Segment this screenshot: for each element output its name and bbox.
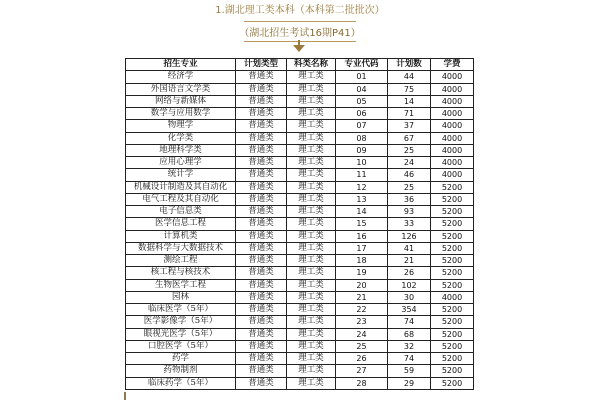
table-row [126,108,474,120]
category-cell: 理工类 [287,267,336,279]
table-row [126,157,474,169]
major-cell: 机械设计制造及其自动化 [126,181,236,193]
major-cell: 数据科学与大数据技术 [126,242,236,254]
major-cell: 物理学 [126,120,236,132]
major-cell: 网络与新媒体 [126,95,236,107]
plan-type-cell: 普通类 [236,181,287,193]
table-body [126,71,474,390]
plan-type-cell: 普通类 [236,255,287,267]
major-cell: 医学信息工程 [126,218,236,230]
quota-cell: 26 [388,267,431,279]
major-cell: 眼视光医学（5年） [126,328,236,340]
quota-cell: 74 [388,353,431,365]
plan-type-cell: 普通类 [236,157,287,169]
category-cell: 理工类 [287,169,336,181]
quota-cell: 46 [388,169,431,181]
code-cell: 20 [336,279,388,291]
page-header [0,4,600,22]
category-cell: 理工类 [287,193,336,205]
plan-type-cell: 普通类 [236,242,287,254]
code-cell: 28 [336,377,388,389]
code-cell: 01 [336,71,388,83]
tuition-cell: 4000 [431,291,474,303]
plan-type-cell: 普通类 [236,377,287,389]
major-cell: 核工程与核技术 [126,267,236,279]
quota-cell: 25 [388,181,431,193]
page-edge-mark [124,392,126,400]
tuition-cell: 5200 [431,279,474,291]
major-cell: 统计学 [126,169,236,181]
quota-cell: 59 [388,365,431,377]
quota-cell: 37 [388,120,431,132]
code-cell: 14 [336,206,388,218]
table-row [126,230,474,242]
table-row [126,242,474,254]
col-header-major: 招生专业 [126,59,236,71]
category-cell: 理工类 [287,95,336,107]
table-row [126,218,474,230]
tuition-cell: 5200 [431,328,474,340]
quota-cell: 354 [388,304,431,316]
tuition-cell: 4000 [431,132,474,144]
major-cell: 化学类 [126,132,236,144]
plan-type-cell: 普通类 [236,95,287,107]
quota-cell: 126 [388,230,431,242]
category-cell: 理工类 [287,316,336,328]
category-cell: 理工类 [287,206,336,218]
code-cell: 08 [336,132,388,144]
table-header-row [126,59,474,71]
code-cell: 15 [336,218,388,230]
plan-type-cell: 普通类 [236,108,287,120]
code-cell: 21 [336,291,388,303]
tuition-cell: 5200 [431,255,474,267]
code-cell: 12 [336,181,388,193]
table-row [126,132,474,144]
category-cell: 理工类 [287,377,336,389]
table-row [126,144,474,156]
col-header-code: 专业代码 [336,59,388,71]
plan-type-cell: 普通类 [236,132,287,144]
category-cell: 理工类 [287,328,336,340]
code-cell: 05 [336,95,388,107]
major-cell: 地理科学类 [126,144,236,156]
code-cell: 17 [336,242,388,254]
tuition-cell: 5200 [431,353,474,365]
tuition-cell: 4000 [431,83,474,95]
plan-type-cell: 普通类 [236,193,287,205]
category-cell: 理工类 [287,279,336,291]
code-cell: 26 [336,353,388,365]
quota-cell: 29 [388,377,431,389]
category-cell: 理工类 [287,340,336,352]
tuition-cell: 5200 [431,340,474,352]
source-note: （湖北招生考试16期P41） [239,28,361,39]
quota-cell: 36 [388,193,431,205]
code-cell: 09 [336,144,388,156]
plan-type-cell: 普通类 [236,328,287,340]
tuition-cell: 5200 [431,206,474,218]
table-row [126,267,474,279]
table-row [126,377,474,389]
plan-type-cell: 普通类 [236,169,287,181]
title-underline [244,21,356,22]
tuition-cell: 5200 [431,242,474,254]
plan-type-cell: 普通类 [236,316,287,328]
major-cell: 临床药学（5年） [126,377,236,389]
plan-type-cell: 普通类 [236,267,287,279]
major-cell: 电气工程及其自动化 [126,193,236,205]
code-cell: 24 [336,328,388,340]
major-cell: 口腔医学（5年） [126,340,236,352]
tuition-cell: 5200 [431,218,474,230]
category-cell: 理工类 [287,242,336,254]
table-row [126,83,474,95]
source-underline [244,41,356,42]
tuition-cell: 4000 [431,144,474,156]
table-row [126,71,474,83]
code-cell: 23 [336,316,388,328]
category-cell: 理工类 [287,83,336,95]
category-cell: 理工类 [287,291,336,303]
code-cell: 19 [336,267,388,279]
quota-cell: 67 [388,132,431,144]
quota-cell: 102 [388,279,431,291]
tuition-cell: 4000 [431,95,474,107]
quota-cell: 74 [388,316,431,328]
plan-type-cell: 普通类 [236,120,287,132]
category-cell: 理工类 [287,218,336,230]
quota-cell: 21 [388,255,431,267]
quota-cell: 25 [388,144,431,156]
table-row [126,365,474,377]
category-cell: 理工类 [287,230,336,242]
table-row [126,206,474,218]
code-cell: 07 [336,120,388,132]
arrow-down-icon [293,45,305,52]
code-cell: 06 [336,108,388,120]
tuition-cell: 5200 [431,365,474,377]
category-cell: 理工类 [287,120,336,132]
source-note-wrap [0,24,600,42]
table-row [126,95,474,107]
code-cell: 25 [336,340,388,352]
plan-type-cell: 普通类 [236,230,287,242]
plan-type-cell: 普通类 [236,83,287,95]
plan-type-cell: 普通类 [236,353,287,365]
tuition-cell: 5200 [431,181,474,193]
quota-cell: 33 [388,218,431,230]
plan-type-cell: 普通类 [236,340,287,352]
code-cell: 04 [336,83,388,95]
col-header-category: 科类名称 [287,59,336,71]
tuition-cell: 4000 [431,157,474,169]
tuition-cell: 5200 [431,316,474,328]
col-header-plan-type: 计划类型 [236,59,287,71]
plan-type-cell: 普通类 [236,365,287,377]
major-cell: 医学影像学（5年） [126,316,236,328]
table-row [126,169,474,181]
plan-type-cell: 普通类 [236,291,287,303]
quota-cell: 44 [388,71,431,83]
major-cell: 药学 [126,353,236,365]
category-cell: 理工类 [287,132,336,144]
major-cell: 经济学 [126,71,236,83]
table-row [126,353,474,365]
quota-cell: 75 [388,83,431,95]
plan-type-cell: 普通类 [236,218,287,230]
major-cell: 应用心理学 [126,157,236,169]
code-cell: 27 [336,365,388,377]
quota-cell: 41 [388,242,431,254]
table-row [126,304,474,316]
quota-cell: 93 [388,206,431,218]
category-cell: 理工类 [287,71,336,83]
plan-type-cell: 普通类 [236,206,287,218]
category-cell: 理工类 [287,255,336,267]
category-cell: 理工类 [287,365,336,377]
major-cell: 电子信息类 [126,206,236,218]
category-cell: 理工类 [287,108,336,120]
tuition-cell: 5200 [431,230,474,242]
table-row [126,316,474,328]
major-cell: 数学与应用数学 [126,108,236,120]
table-row [126,181,474,193]
tuition-cell: 5200 [431,377,474,389]
plan-type-cell: 普通类 [236,144,287,156]
tuition-cell: 4000 [431,169,474,181]
major-cell: 临床医学（5年） [126,304,236,316]
quota-cell: 30 [388,291,431,303]
quota-cell: 32 [388,340,431,352]
category-cell: 理工类 [287,304,336,316]
major-cell: 计算机类 [126,230,236,242]
major-cell: 药物制剂 [126,365,236,377]
tuition-cell: 4000 [431,108,474,120]
major-cell: 测绘工程 [126,255,236,267]
quota-cell: 14 [388,95,431,107]
page-title: 1.湖北理工类本科（本科第二批批次） [215,5,385,16]
plan-type-cell: 普通类 [236,279,287,291]
tuition-cell: 5200 [431,267,474,279]
quota-cell: 24 [388,157,431,169]
code-cell: 18 [336,255,388,267]
category-cell: 理工类 [287,181,336,193]
tuition-cell: 5200 [431,304,474,316]
col-header-tuition: 学费 [431,59,474,71]
category-cell: 理工类 [287,353,336,365]
code-cell: 11 [336,169,388,181]
tuition-cell: 5200 [431,193,474,205]
table-row [126,328,474,340]
table-row [126,255,474,267]
table-row [126,279,474,291]
code-cell: 13 [336,193,388,205]
tuition-cell: 4000 [431,120,474,132]
table-row [126,193,474,205]
plan-type-cell: 普通类 [236,71,287,83]
category-cell: 理工类 [287,157,336,169]
code-cell: 10 [336,157,388,169]
tuition-cell: 4000 [431,71,474,83]
enrollment-plan-table [125,58,474,390]
col-header-quota: 计划数 [388,59,431,71]
major-cell: 外国语言文学类 [126,83,236,95]
code-cell: 22 [336,304,388,316]
category-cell: 理工类 [287,144,336,156]
table-row [126,340,474,352]
quota-cell: 68 [388,328,431,340]
major-cell: 生物医学工程 [126,279,236,291]
table-row [126,291,474,303]
table-row [126,120,474,132]
code-cell: 16 [336,230,388,242]
quota-cell: 71 [388,108,431,120]
plan-type-cell: 普通类 [236,304,287,316]
major-cell: 园林 [126,291,236,303]
